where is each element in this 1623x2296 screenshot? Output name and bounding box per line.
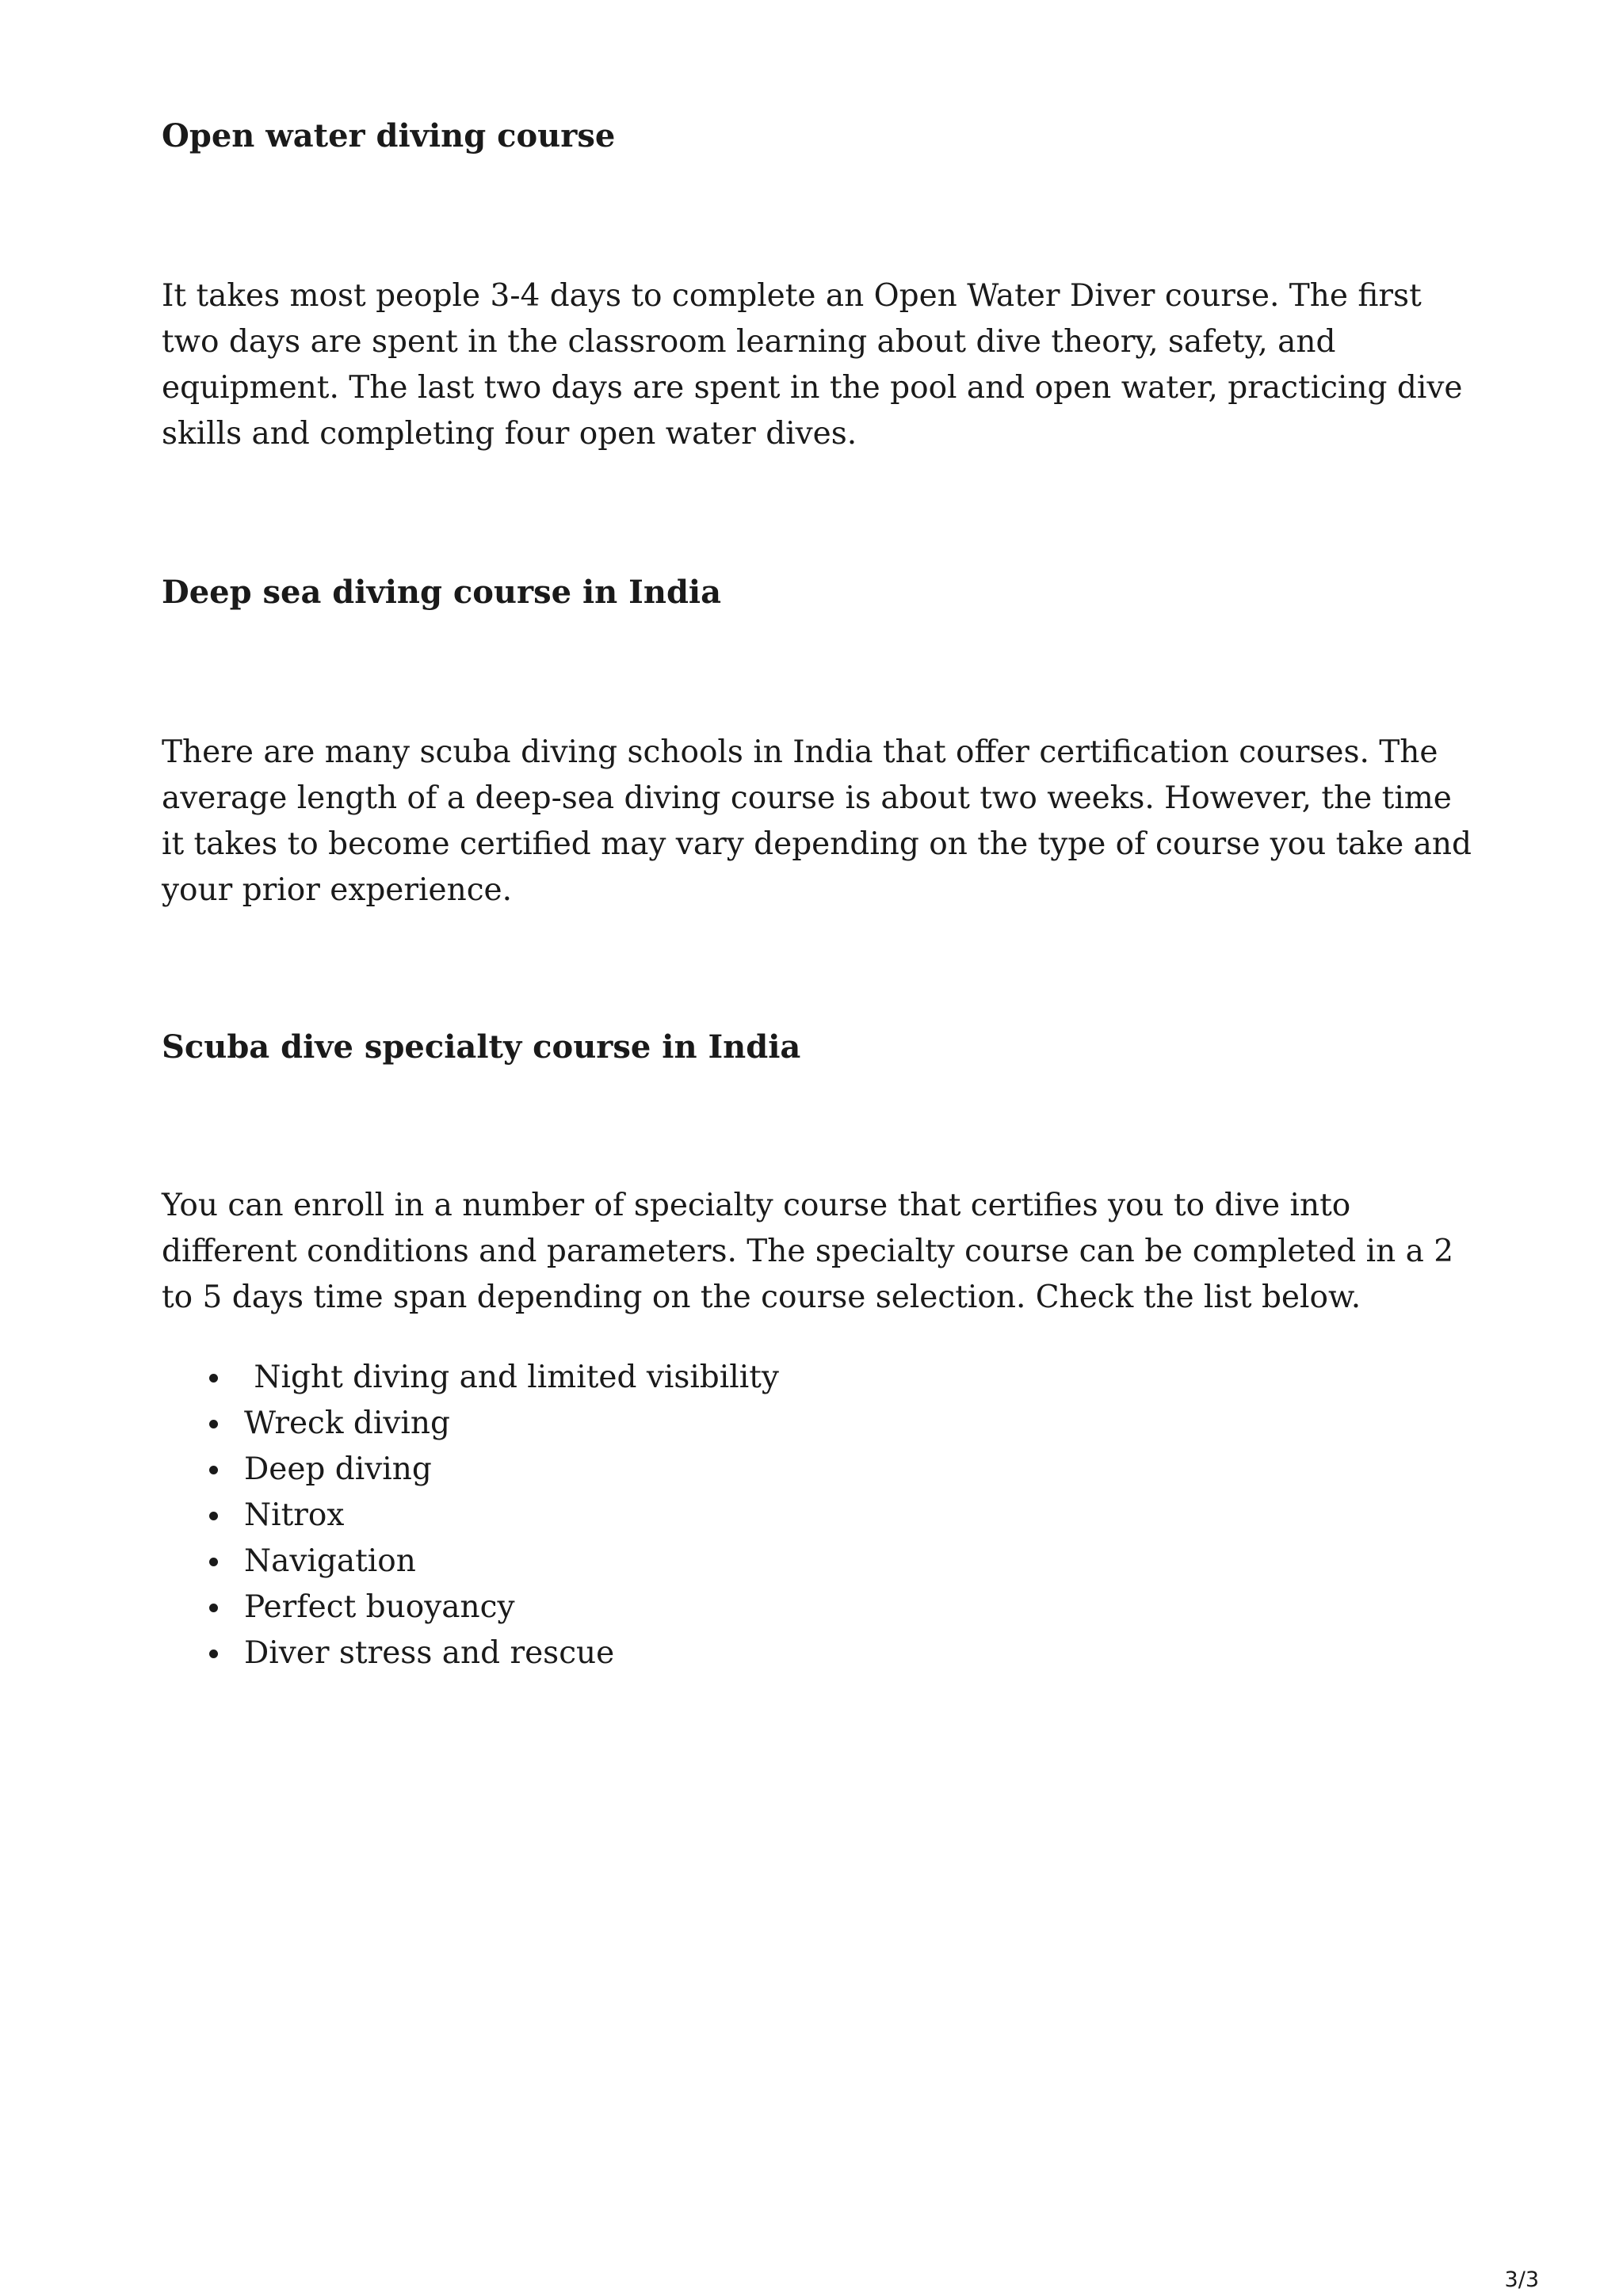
list-item — [162, 1355, 779, 1401]
list-item-text: Deep diving — [244, 1451, 432, 1487]
page-number: 3/3 — [1504, 2267, 1539, 2292]
paragraph-specialty: You can enroll in a number of specialty course that certifies you to dive into different conditions and parameters. The specialty course can be completed in a 2 to 5 days time span depending on the course selection. Check the list below. — [162, 1188, 1454, 1315]
list-item-text: Night diving and limited visibility — [244, 1360, 779, 1395]
bullet-icon — [209, 1420, 218, 1428]
list-item — [162, 1539, 416, 1585]
list-item-text: Perfect buoyancy — [244, 1589, 515, 1625]
section-heading-deep-sea: Deep sea diving course in India — [162, 574, 722, 611]
list-item — [162, 1630, 615, 1676]
list-item-text: Navigation — [244, 1543, 416, 1579]
list-item — [162, 1401, 450, 1447]
section-heading-open-water: Open water diving course — [162, 117, 616, 154]
bullet-icon — [209, 1512, 218, 1520]
list-item-text: Nitrox — [244, 1497, 345, 1533]
section-heading-specialty: Scuba dive specialty course in India — [162, 1028, 801, 1066]
bullet-icon — [209, 1374, 218, 1383]
paragraph-deep-sea: There are many scuba diving schools in India that offer certification courses. The average length of a deep-sea diving course is about two weeks. However, the time it takes to become certified may vary depending on the type of course you take and your prior experience. — [162, 734, 1472, 908]
list-item-text: Wreck diving — [244, 1405, 450, 1441]
list-item — [162, 1493, 345, 1539]
list-item-text: Diver stress and rescue — [244, 1635, 615, 1671]
bullet-icon — [209, 1466, 218, 1474]
paragraph-open-water: It takes most people 3-4 days to complete an Open Water Diver course. The first two days are spent in the classroom learning about dive theory, safety, and equipment. The last two days are spent in the pool and open water, practicing dive skills and completing four open water dives. — [162, 278, 1463, 452]
bullet-icon — [209, 1650, 218, 1658]
bullet-icon — [209, 1604, 218, 1612]
specialty-course-list — [162, 1355, 779, 1676]
list-item — [162, 1447, 432, 1493]
list-item — [162, 1585, 515, 1630]
bullet-icon — [209, 1558, 218, 1566]
